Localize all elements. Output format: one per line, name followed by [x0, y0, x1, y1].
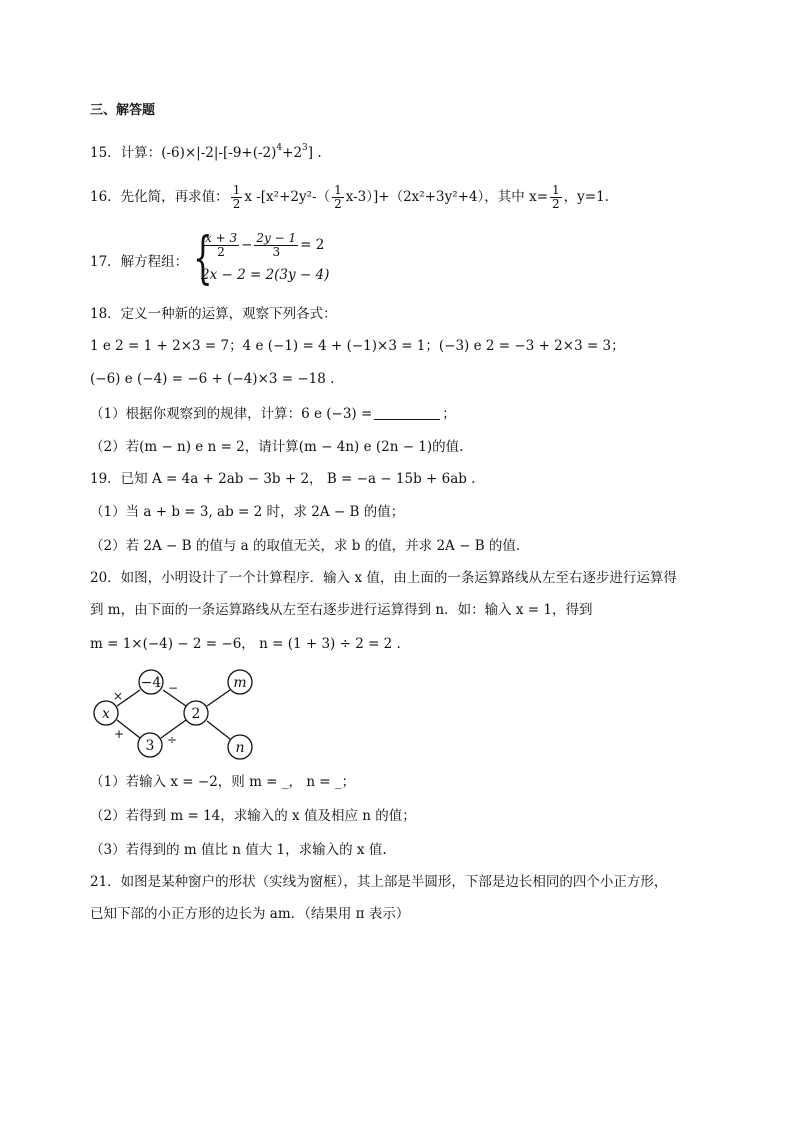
- node-m-label: m: [233, 675, 247, 691]
- q16-part-b: x-3）]+（2x²+3y²+4），其中 x=: [345, 189, 549, 205]
- q17-equation-2: 2x − 2 = 2(3y − 4): [201, 267, 330, 283]
- question-15: [90, 138, 322, 163]
- q20-part-2: （2）若得到 m = 14，求输入的 x 值及相应 n 的值；: [90, 808, 416, 824]
- q20-line-2: 到 m，由下面的一条运算路线从左至右逐步进行运算得到 n．如：输入 x = 1，得到: [90, 602, 593, 618]
- diagram-edge: [207, 721, 230, 739]
- q19-part-1: （1）当 a + b = 3, ab = 2 时，求 2A − B 的值；: [90, 504, 405, 520]
- q17-equation-1: $\frac{x + 3}{2}$ − $\frac{2y - 1}{3}$ = 2: [205, 231, 325, 259]
- q18-part-2: （2）若(m − n) e n = 2，请计算(m − 4n) e (2n − 1)的值.: [90, 439, 464, 455]
- op-times: ×: [112, 689, 124, 703]
- answer-blank: [374, 419, 440, 420]
- q16-part-a: x -[x²+2y²-（: [244, 189, 331, 205]
- q21-line-1: 21．如图是某种窗户的形状（实线为窗框），其上部是半圆形，下部是边长相同的四个小正方形，: [90, 874, 668, 890]
- section-title: 三、解答题: [90, 103, 156, 118]
- q15-expr: (-6)×|-2|-[-9+(-2): [161, 145, 277, 161]
- q16-fraction-1: $\frac{1}{2}$: [232, 183, 241, 211]
- q21-line-2: 已知下部的小正方形的边长为 am．（结果用 π 表示）: [90, 906, 410, 922]
- q20-part-3: （3）若得到的 m 值比 n 值大 1，求输入的 x 值.: [90, 842, 387, 858]
- q17-label: 17．解方程组：: [90, 254, 189, 270]
- q16-prefix: 16．先化简，再求值：: [90, 189, 229, 205]
- q15-power-3: 3: [302, 143, 308, 153]
- node-n-label: n: [235, 740, 245, 756]
- q20-line-3: m = 1×(−4) − 2 = −6， n = (1 + 3) ÷ 2 = 2 .: [90, 636, 401, 652]
- node-2-label: 2: [191, 706, 201, 722]
- q18-line-1: 18．定义一种新的运算，观察下列各式：: [90, 306, 337, 322]
- q16-fraction-3: $\frac{1}{2}$: [552, 183, 560, 211]
- q20-part-1: （1）若输入 x = −2，则 m = _， n = _；: [90, 774, 356, 790]
- q15-prefix: 15．计算：: [90, 145, 162, 161]
- q16-part-c: ，y=1.: [563, 189, 609, 205]
- node-3-label: 3: [145, 738, 155, 754]
- op-divide: ÷: [166, 733, 178, 747]
- calc-program-diagram: [88, 668, 288, 764]
- node-x-label: x: [102, 706, 110, 722]
- q15-post: ] .: [307, 145, 322, 161]
- q19-line-1: 19．已知 A = 4a + 2ab − 3b + 2， B = −a − 15b + 6ab .: [90, 471, 476, 487]
- q20-line-1: 20．如图，小明设计了一个计算程序．输入 x 值，由上面的一条运算路线从左至右逐步进行运算得: [90, 570, 677, 586]
- q16-fraction-2: $\frac{1}{2}$: [334, 183, 342, 211]
- q18-part-1: （1）根据你观察到的规律，计算：6 e (−3) = ；: [90, 406, 456, 422]
- op-minus: −: [167, 681, 179, 695]
- q18-line-3: (−6) e (−4) = −6 + (−4)×3 = −18 .: [90, 371, 335, 387]
- diagram-edge: [207, 690, 230, 706]
- q15-mid: +2: [282, 145, 303, 161]
- q15-power-4: 4: [276, 143, 283, 153]
- q19-part-2: （2）若 2A − B 的值与 a 的取值无关，求 b 的值，并求 2A − B 的值.: [90, 538, 521, 554]
- q18-line-2: 1 e 2 = 1 + 2×3 = 7；4 e (−1) = 4 + (−1)×3 = 1；(−3) e 2 = −3 + 2×3 = 3；: [90, 338, 625, 354]
- question-16: [90, 181, 609, 213]
- q17-brace: {: [193, 226, 213, 291]
- node-minus4-label: −4: [140, 675, 162, 691]
- op-plus: +: [113, 727, 125, 741]
